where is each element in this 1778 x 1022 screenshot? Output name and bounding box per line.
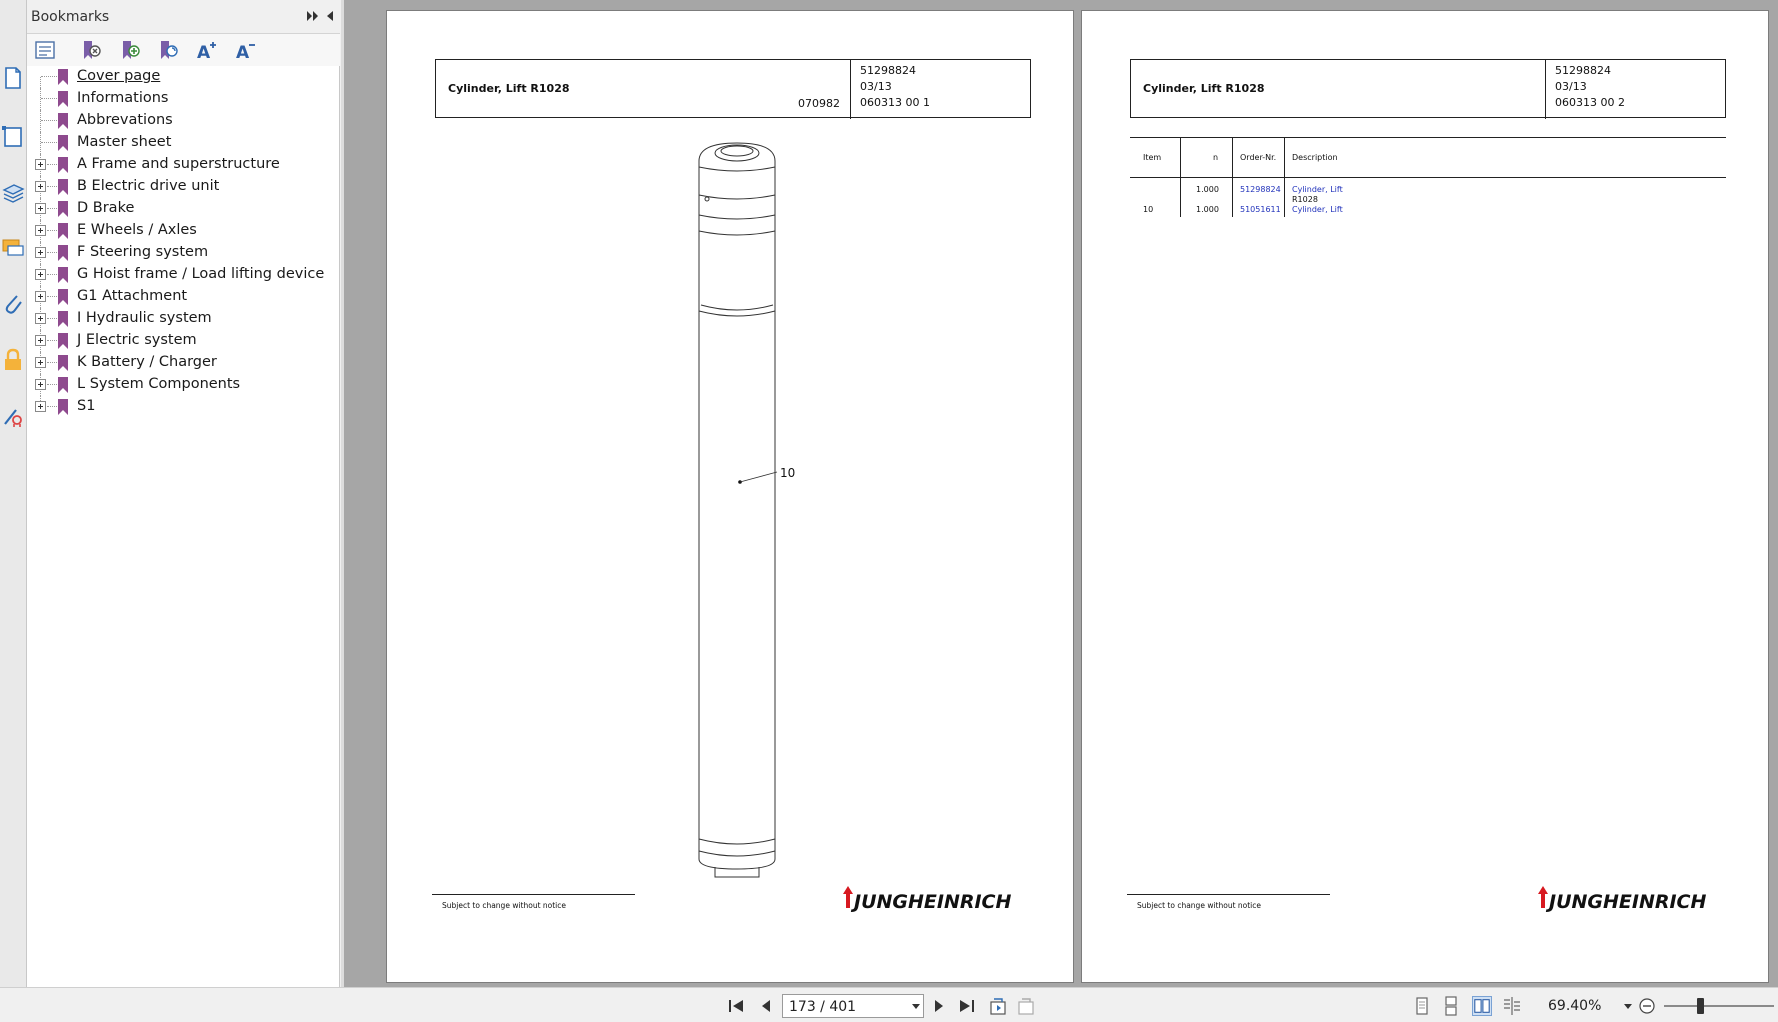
page-dropdown-arrow-icon[interactable] <box>912 1004 920 1009</box>
bookmark-label: J Electric system <box>77 332 197 348</box>
bookmark-icon <box>57 244 69 262</box>
bookmark-item[interactable] <box>27 220 340 242</box>
part-number: 51298824 <box>860 64 916 77</box>
bookmarks-panel-header <box>27 0 340 34</box>
bookmark-label: Abbrevations <box>77 112 173 128</box>
signature-icon[interactable] <box>2 404 24 428</box>
expand-bookmark-icon[interactable] <box>32 38 58 62</box>
title-block <box>1130 59 1726 118</box>
bookmark-icon <box>57 398 69 416</box>
last-page-icon[interactable] <box>958 997 976 1015</box>
previous-page-icon[interactable] <box>757 997 775 1015</box>
increase-text-size-icon[interactable] <box>194 38 220 62</box>
find-bookmark-icon[interactable] <box>155 38 181 62</box>
zoom-out-icon[interactable] <box>1638 997 1656 1015</box>
sheet-code: 060313 00 2 <box>1555 96 1625 109</box>
bookmark-icon <box>57 332 69 350</box>
row-2-item: 10 <box>1143 205 1154 214</box>
document-viewport[interactable] <box>344 0 1778 987</box>
page-number-input[interactable] <box>782 994 924 1018</box>
revision-date: 03/13 <box>860 80 892 93</box>
zoom-dropdown-arrow-icon[interactable] <box>1624 1004 1632 1009</box>
bookmark-label: G1 Attachment <box>77 288 188 304</box>
column-header-n: n <box>1213 153 1219 162</box>
expand-toggle-icon[interactable] <box>35 291 46 302</box>
footer-rule <box>432 894 635 895</box>
bookmark-label: G Hoist frame / Load lifting device <box>77 266 325 282</box>
callout-label: 10 <box>780 466 796 480</box>
bookmark-label: Informations <box>77 90 169 106</box>
bookmark-icon <box>57 266 69 284</box>
svg-text:A: A <box>236 43 250 63</box>
row-1-quantity: 1.000 <box>1196 185 1219 194</box>
bookmark-icon <box>57 156 69 174</box>
callout-leader <box>737 466 781 486</box>
column-header-order: Order-Nr. <box>1240 153 1277 162</box>
zoom-level[interactable]: 69.40% <box>1548 998 1602 1014</box>
security-lock-icon[interactable] <box>2 348 24 372</box>
next-page-icon[interactable] <box>930 997 948 1015</box>
jungheinrich-logo <box>842 884 1012 914</box>
bookmark-item[interactable] <box>27 396 340 418</box>
bookmark-label: Master sheet <box>77 134 172 150</box>
expand-panel-icon[interactable] <box>306 9 320 23</box>
expand-toggle-icon[interactable] <box>35 335 46 346</box>
row-2-quantity: 1.000 <box>1196 205 1219 214</box>
collapse-panel-icon[interactable] <box>323 9 337 23</box>
bookmark-label: E Wheels / Axles <box>77 222 197 238</box>
continuous-view-icon[interactable] <box>1441 996 1461 1016</box>
logo-text: JUNGHEINRICH <box>1549 891 1707 913</box>
bookmark-icon <box>57 222 69 240</box>
bookmark-item[interactable] <box>27 242 340 264</box>
bookmark-label: F Steering system <box>77 244 209 260</box>
row-1-description-line2: R1028 <box>1292 195 1318 204</box>
bookmark-icon <box>57 90 69 108</box>
new-bookmark-icon[interactable] <box>117 38 143 62</box>
continuous-facing-view-icon[interactable] <box>1502 996 1522 1016</box>
previous-view-icon[interactable] <box>988 996 1008 1016</box>
bookmark-icon <box>57 112 69 130</box>
bookmark-label: K Battery / Charger <box>77 354 217 370</box>
bookmark-icon <box>57 376 69 394</box>
page-right <box>1081 10 1769 983</box>
bookmark-item[interactable] <box>27 308 340 330</box>
bookmark-item[interactable] <box>27 154 340 176</box>
sheet-code: 060313 00 1 <box>860 96 930 109</box>
bookmark-item[interactable] <box>27 374 340 396</box>
parts-table <box>1130 137 1726 217</box>
expand-toggle-icon[interactable] <box>35 269 46 280</box>
row-1-order-link[interactable]: 51298824 <box>1240 185 1281 194</box>
pages-icon[interactable] <box>2 66 24 90</box>
cylinder-drawing <box>687 139 787 879</box>
bookmark-icon <box>57 200 69 218</box>
delete-bookmark-icon[interactable] <box>78 38 104 62</box>
column-header-item: Item <box>1143 153 1162 162</box>
footer-rule <box>1127 894 1330 895</box>
row-2-order-link[interactable]: 51051611 <box>1240 205 1281 214</box>
bookmark-item[interactable] <box>27 330 340 352</box>
layers-icon[interactable] <box>2 180 24 204</box>
bookmark-label: B Electric drive unit <box>77 178 220 194</box>
first-page-icon[interactable] <box>727 997 745 1015</box>
title-block <box>435 59 1031 118</box>
expand-toggle-icon[interactable] <box>35 225 46 236</box>
bookmark-item[interactable] <box>27 132 340 154</box>
thumbnails-icon[interactable] <box>2 124 24 148</box>
single-page-view-icon[interactable] <box>1412 996 1432 1016</box>
bookmarks-panel-title: Bookmarks <box>31 9 110 25</box>
bookmark-item[interactable] <box>27 352 340 374</box>
bookmark-icon <box>57 310 69 328</box>
bookmark-icon <box>57 68 69 86</box>
bookmarks-panel <box>27 0 340 987</box>
status-bar <box>0 987 1778 1022</box>
bookmarks-toolbar <box>27 34 340 66</box>
bookmark-icon <box>57 288 69 306</box>
expand-toggle-icon[interactable] <box>35 313 46 324</box>
row-2-description-link[interactable]: Cylinder, Lift <box>1292 205 1343 214</box>
svg-text:A: A <box>197 43 211 63</box>
page-left <box>386 10 1074 983</box>
footer-note: Subject to change without notice <box>442 901 567 910</box>
column-header-description: Description <box>1292 153 1338 162</box>
bookmark-icon <box>57 134 69 152</box>
bookmark-item[interactable] <box>27 286 340 308</box>
bookmark-label: D Brake <box>77 200 135 216</box>
expand-toggle-icon[interactable] <box>35 203 46 214</box>
drawing-title: Cylinder, Lift R1028 <box>1143 82 1265 95</box>
decrease-text-size-icon[interactable] <box>233 38 259 62</box>
row-1-description-link[interactable]: Cylinder, Lift <box>1292 185 1343 194</box>
expand-toggle-icon[interactable] <box>35 247 46 258</box>
expand-toggle-icon[interactable] <box>35 379 46 390</box>
expand-toggle-icon[interactable] <box>35 357 46 368</box>
drawing-number: 070982 <box>798 97 840 110</box>
bookmark-item[interactable] <box>27 176 340 198</box>
expand-toggle-icon[interactable] <box>35 181 46 192</box>
zoom-slider-thumb[interactable] <box>1697 998 1704 1014</box>
logo-text: JUNGHEINRICH <box>854 891 1012 913</box>
part-number: 51298824 <box>1555 64 1611 77</box>
bookmark-label: A Frame and superstructure <box>77 156 280 172</box>
facing-view-icon[interactable] <box>1472 996 1492 1016</box>
bookmark-item[interactable] <box>27 264 340 286</box>
bookmark-icon <box>57 178 69 196</box>
footer-note: Subject to change without notice <box>1137 901 1262 910</box>
bookmark-item[interactable] <box>27 110 340 132</box>
bookmark-label: S1 <box>77 398 96 414</box>
zoom-slider-track[interactable] <box>1664 1005 1774 1007</box>
comments-icon[interactable] <box>2 236 24 260</box>
bookmark-label: I Hydraulic system <box>77 310 212 326</box>
bookmark-item[interactable] <box>27 198 340 220</box>
bookmark-label: L System Components <box>77 376 241 392</box>
expand-toggle-icon[interactable] <box>35 159 46 170</box>
bookmark-item[interactable] <box>27 66 340 88</box>
bookmark-label: Cover page <box>77 68 161 84</box>
navigation-rail <box>0 0 27 987</box>
attachments-icon[interactable] <box>2 292 24 316</box>
expand-toggle-icon[interactable] <box>35 401 46 412</box>
revision-date: 03/13 <box>1555 80 1587 93</box>
page-indicator: 173 / 401 <box>789 999 857 1015</box>
jungheinrich-logo <box>1537 884 1707 914</box>
bookmark-item[interactable] <box>27 88 340 110</box>
bookmark-icon <box>57 354 69 372</box>
next-view-icon[interactable] <box>1016 996 1036 1016</box>
drawing-title: Cylinder, Lift R1028 <box>448 82 570 95</box>
